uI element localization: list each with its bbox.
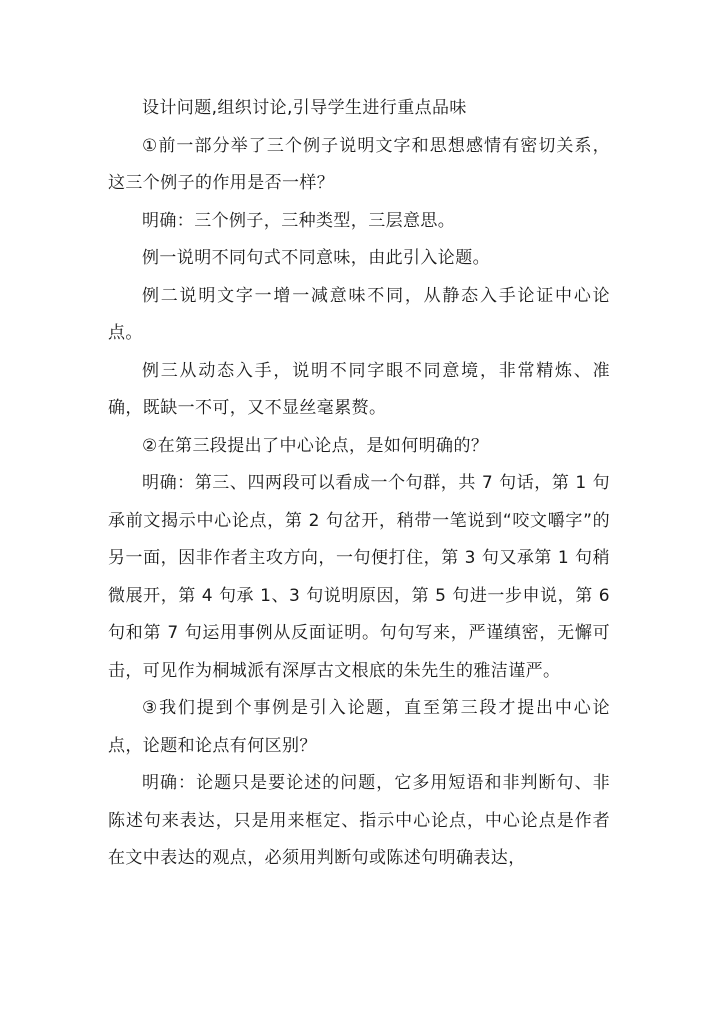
paragraph-answer-1: 明确：三个例子，三种类型，三层意思。: [142, 210, 456, 231]
paragraph-heading: 设计问题,组织讨论,引导学生进行重点品味: [142, 98, 467, 118]
paragraph-question-3: ③我们提到个事例是引入论题，直至第三段才提出中心论点，论题和论点有何区别？: [108, 698, 610, 756]
paragraph-question-2: ②在第三段提出了中心论点，是如何明确的？: [142, 435, 489, 456]
paragraph-example-2: 例二说明文字一增一减意味不同，从静态入手论证中心论点。: [108, 285, 610, 343]
paragraph-answer-2: 明确：第三、四两段可以看成一个句群，共 7 句话，第 1 句承前文揭示中心论点，第 2 句岔开，稍带一笔说到“咬文嚼字”的另一面，因非作者主攻方向，一句便打住，第 3 句又承第 1 句稍微展开，第 4 句承 1、3 句说明原因，第 5 句进一步申说，第 6 句和第 7 句运用事例从反面证明。句句写来，严谨缜密，无懈可击，可见作为桐城派有深厚古文根底的朱先生的雅洁谨严。: [108, 473, 610, 681]
paragraph-example-1: 例一说明不同句式不同意味，由此引入论题。: [142, 248, 490, 268]
paragraph-answer-3: 明确：论题只是要论述的问题，它多用短语和非判断句、非陈述句来表达，只是用来框定、指示中心论点，中心论点是作者在文中表达的观点，必须用判断句或陈述句明确表达，: [108, 773, 610, 868]
document-body: [108, 90, 610, 878]
paragraph-example-3: 例三从动态入手，说明不同字眼不同意境，非常精炼、准确，既缺一不可，又不显丝毫累赘。: [108, 360, 610, 418]
paragraph-question-1: ①前一部分举了三个例子说明文字和思想感情有密切关系，这三个例子的作用是否一样？: [108, 135, 610, 193]
